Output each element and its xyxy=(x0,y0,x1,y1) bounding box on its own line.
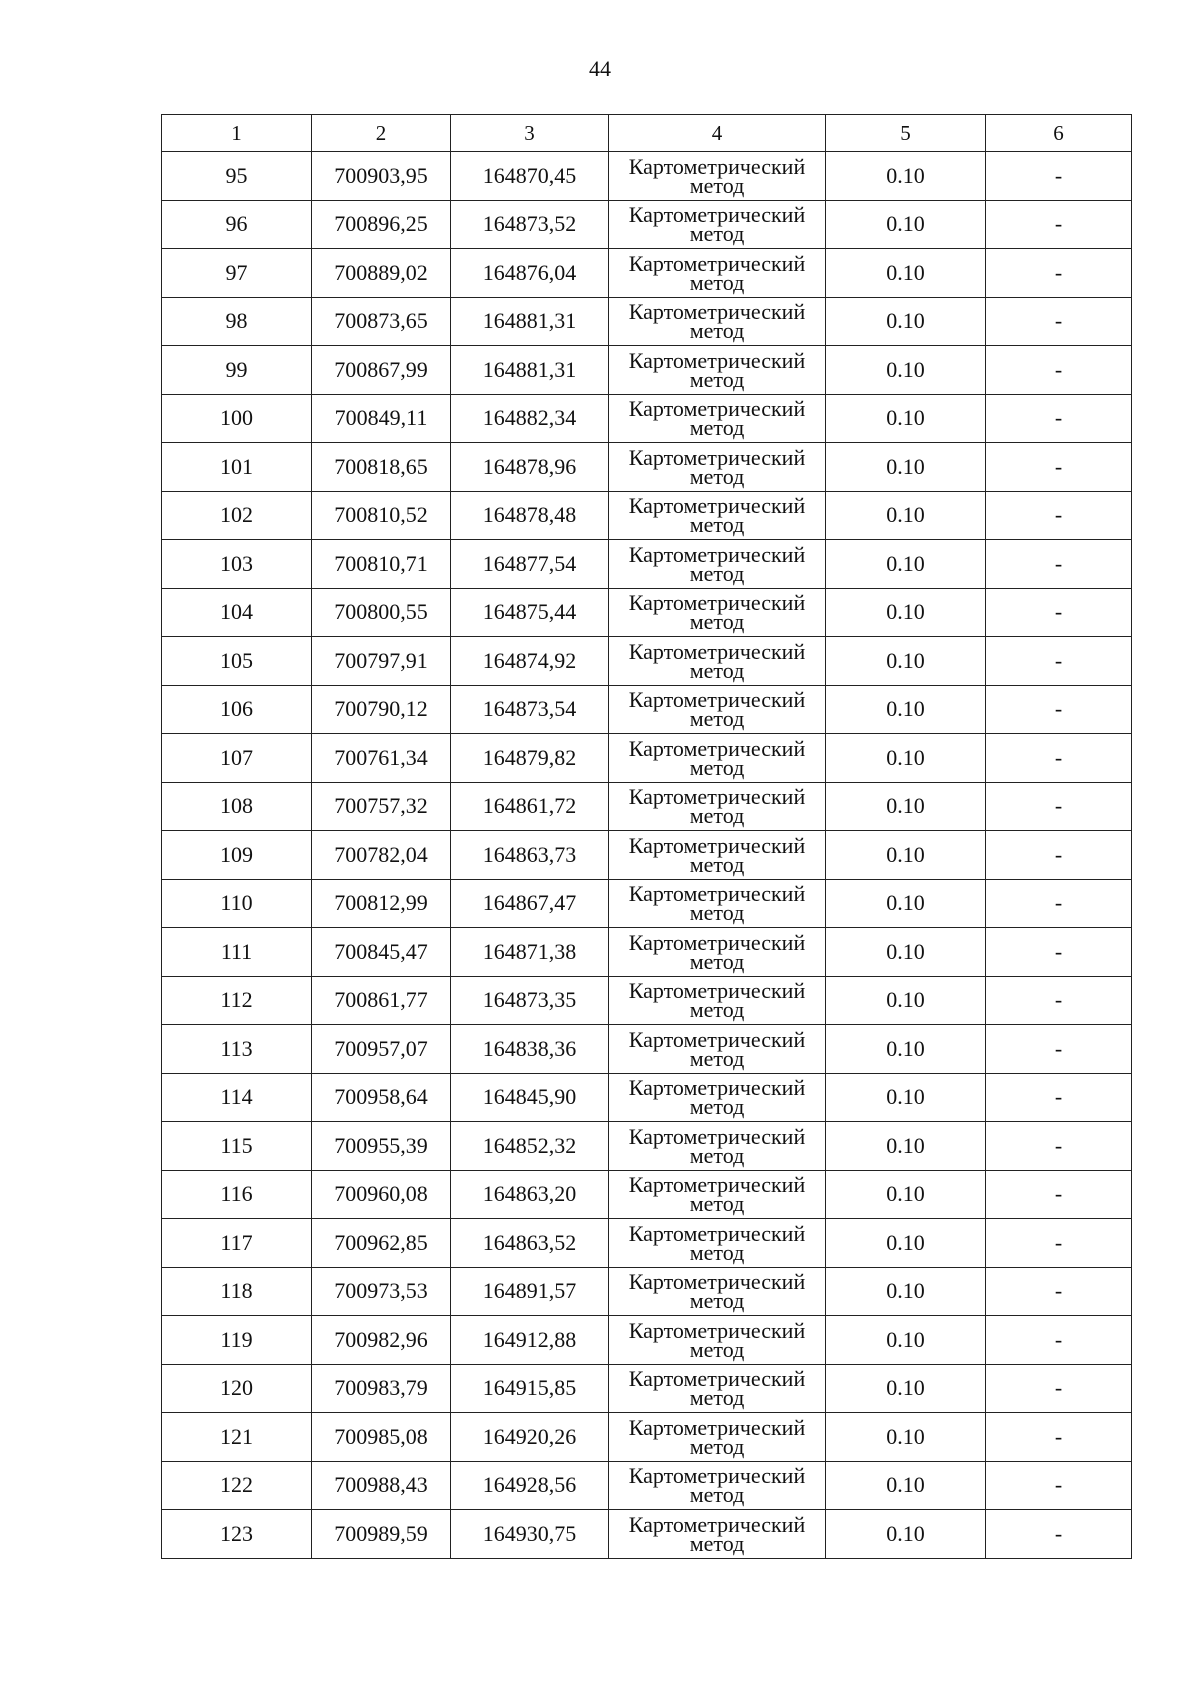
y-coordinate-cell: 164928,56 xyxy=(451,1461,609,1510)
point-number-cell: 98 xyxy=(162,297,312,346)
method-text-line: метод xyxy=(689,609,745,635)
method-cell xyxy=(609,1510,826,1559)
method-cell xyxy=(609,394,826,443)
method-cell xyxy=(609,1170,826,1219)
table-row xyxy=(162,928,1132,977)
header-cell: 2 xyxy=(312,115,451,152)
accuracy-cell: 0.10 xyxy=(826,1413,986,1462)
x-coordinate-cell: 700797,91 xyxy=(312,637,451,686)
table-row xyxy=(162,1122,1132,1171)
point-number-cell: 118 xyxy=(162,1267,312,1316)
method-text-line: метод xyxy=(689,1530,745,1556)
method-cell xyxy=(609,152,826,201)
method-text-line: Картометрический xyxy=(628,1075,806,1101)
x-coordinate-cell: 700983,79 xyxy=(312,1364,451,1413)
method-text-line: Картометрический xyxy=(628,153,806,179)
x-coordinate-cell: 700982,96 xyxy=(312,1316,451,1365)
method-cell xyxy=(609,637,826,686)
y-coordinate-cell: 164845,90 xyxy=(451,1073,609,1122)
x-coordinate-cell: 700989,59 xyxy=(312,1510,451,1559)
point-number-cell: 112 xyxy=(162,976,312,1025)
accuracy-cell: 0.10 xyxy=(826,249,986,298)
accuracy-cell: 0.10 xyxy=(826,200,986,249)
x-coordinate-cell: 700790,12 xyxy=(312,685,451,734)
note-cell: - xyxy=(986,1170,1132,1219)
y-coordinate-cell: 164915,85 xyxy=(451,1364,609,1413)
note-cell: - xyxy=(986,1219,1132,1268)
header-cell: 5 xyxy=(826,115,986,152)
point-number-cell: 107 xyxy=(162,734,312,783)
method-cell xyxy=(609,249,826,298)
method-text-line: метод xyxy=(689,269,745,295)
note-cell: - xyxy=(986,1122,1132,1171)
method-text-line: Картометрический xyxy=(628,1026,806,1052)
method-text-line: метод xyxy=(689,1385,745,1411)
y-coordinate-cell: 164867,47 xyxy=(451,879,609,928)
note-cell: - xyxy=(986,1413,1132,1462)
note-cell: - xyxy=(986,491,1132,540)
accuracy-cell: 0.10 xyxy=(826,443,986,492)
method-text-line: метод xyxy=(689,1482,745,1508)
y-coordinate-cell: 164863,73 xyxy=(451,831,609,880)
method-text-line: метод xyxy=(689,1433,745,1459)
method-cell xyxy=(609,685,826,734)
x-coordinate-cell: 700757,32 xyxy=(312,782,451,831)
table-row xyxy=(162,685,1132,734)
y-coordinate-cell: 164881,31 xyxy=(451,346,609,395)
method-text-line: Картометрический xyxy=(628,590,806,616)
accuracy-cell: 0.10 xyxy=(826,588,986,637)
note-cell: - xyxy=(986,685,1132,734)
method-text-line: Картометрический xyxy=(628,541,806,567)
y-coordinate-cell: 164870,45 xyxy=(451,152,609,201)
y-coordinate-cell: 164876,04 xyxy=(451,249,609,298)
y-coordinate-cell: 164879,82 xyxy=(451,734,609,783)
accuracy-cell: 0.10 xyxy=(826,1316,986,1365)
note-cell: - xyxy=(986,346,1132,395)
method-text-line: Картометрический xyxy=(628,929,806,955)
table-row xyxy=(162,540,1132,589)
method-text-line: Картометрический xyxy=(628,881,806,907)
y-coordinate-cell: 164873,54 xyxy=(451,685,609,734)
note-cell: - xyxy=(986,1267,1132,1316)
x-coordinate-cell: 700761,34 xyxy=(312,734,451,783)
header-cell: 3 xyxy=(451,115,609,152)
accuracy-cell: 0.10 xyxy=(826,976,986,1025)
method-cell xyxy=(609,1122,826,1171)
y-coordinate-cell: 164920,26 xyxy=(451,1413,609,1462)
accuracy-cell: 0.10 xyxy=(826,152,986,201)
x-coordinate-cell: 700782,04 xyxy=(312,831,451,880)
table-row xyxy=(162,1073,1132,1122)
note-cell: - xyxy=(986,540,1132,589)
method-cell xyxy=(609,782,826,831)
accuracy-cell: 0.10 xyxy=(826,346,986,395)
note-cell: - xyxy=(986,782,1132,831)
method-cell xyxy=(609,443,826,492)
method-cell xyxy=(609,976,826,1025)
note-cell: - xyxy=(986,200,1132,249)
table-row xyxy=(162,1219,1132,1268)
point-number-cell: 105 xyxy=(162,637,312,686)
accuracy-cell: 0.10 xyxy=(826,1073,986,1122)
point-number-cell: 96 xyxy=(162,200,312,249)
point-number-cell: 122 xyxy=(162,1461,312,1510)
accuracy-cell: 0.10 xyxy=(826,1364,986,1413)
y-coordinate-cell: 164877,54 xyxy=(451,540,609,589)
method-text-line: Картометрический xyxy=(628,1511,806,1537)
point-number-cell: 100 xyxy=(162,394,312,443)
method-text-line: Картометрический xyxy=(628,493,806,519)
method-text-line: Картометрический xyxy=(628,347,806,373)
table-header-row xyxy=(162,115,1132,152)
method-text-line: метод xyxy=(689,706,745,732)
method-text-line: метод xyxy=(689,657,745,683)
accuracy-cell: 0.10 xyxy=(826,928,986,977)
y-coordinate-cell: 164873,52 xyxy=(451,200,609,249)
point-number-cell: 109 xyxy=(162,831,312,880)
header-cell: 6 xyxy=(986,115,1132,152)
x-coordinate-cell: 700849,11 xyxy=(312,394,451,443)
y-coordinate-cell: 164852,32 xyxy=(451,1122,609,1171)
accuracy-cell: 0.10 xyxy=(826,540,986,589)
point-number-cell: 108 xyxy=(162,782,312,831)
method-text-line: Картометрический xyxy=(628,978,806,1004)
method-text-line: метод xyxy=(689,318,745,344)
method-text-line: метод xyxy=(689,1336,745,1362)
method-cell xyxy=(609,200,826,249)
x-coordinate-cell: 700800,55 xyxy=(312,588,451,637)
note-cell: - xyxy=(986,152,1132,201)
method-text-line: Картометрический xyxy=(628,1123,806,1149)
y-coordinate-cell: 164874,92 xyxy=(451,637,609,686)
table-body xyxy=(162,152,1132,1559)
method-text-line: Картометрический xyxy=(628,687,806,713)
y-coordinate-cell: 164875,44 xyxy=(451,588,609,637)
table-row xyxy=(162,782,1132,831)
y-coordinate-cell: 164881,31 xyxy=(451,297,609,346)
method-cell xyxy=(609,1461,826,1510)
point-number-cell: 99 xyxy=(162,346,312,395)
x-coordinate-cell: 700962,85 xyxy=(312,1219,451,1268)
y-coordinate-cell: 164863,20 xyxy=(451,1170,609,1219)
table-row xyxy=(162,152,1132,201)
note-cell: - xyxy=(986,588,1132,637)
point-number-cell: 97 xyxy=(162,249,312,298)
x-coordinate-cell: 700957,07 xyxy=(312,1025,451,1074)
note-cell: - xyxy=(986,1316,1132,1365)
method-text-line: метод xyxy=(689,221,745,247)
accuracy-cell: 0.10 xyxy=(826,1219,986,1268)
y-coordinate-cell: 164871,38 xyxy=(451,928,609,977)
method-text-line: метод xyxy=(689,1142,745,1168)
method-text-line: метод xyxy=(689,366,745,392)
point-number-cell: 121 xyxy=(162,1413,312,1462)
note-cell: - xyxy=(986,1461,1132,1510)
accuracy-cell: 0.10 xyxy=(826,1122,986,1171)
note-cell: - xyxy=(986,976,1132,1025)
note-cell: - xyxy=(986,1510,1132,1559)
method-text-line: Картометрический xyxy=(628,444,806,470)
accuracy-cell: 0.10 xyxy=(826,831,986,880)
table-row xyxy=(162,1413,1132,1462)
y-coordinate-cell: 164873,35 xyxy=(451,976,609,1025)
accuracy-cell: 0.10 xyxy=(826,1170,986,1219)
x-coordinate-cell: 700861,77 xyxy=(312,976,451,1025)
x-coordinate-cell: 700873,65 xyxy=(312,297,451,346)
note-cell: - xyxy=(986,443,1132,492)
x-coordinate-cell: 700810,52 xyxy=(312,491,451,540)
x-coordinate-cell: 700896,25 xyxy=(312,200,451,249)
point-number-cell: 117 xyxy=(162,1219,312,1268)
table-row xyxy=(162,588,1132,637)
note-cell: - xyxy=(986,249,1132,298)
point-number-cell: 113 xyxy=(162,1025,312,1074)
point-number-cell: 101 xyxy=(162,443,312,492)
method-text-line: метод xyxy=(689,172,745,198)
note-cell: - xyxy=(986,1025,1132,1074)
point-number-cell: 104 xyxy=(162,588,312,637)
page-number: 44 xyxy=(589,56,611,81)
method-text-line: метод xyxy=(689,900,745,926)
method-text-line: Картометрический xyxy=(628,832,806,858)
method-cell xyxy=(609,1364,826,1413)
x-coordinate-cell: 700845,47 xyxy=(312,928,451,977)
table-row xyxy=(162,1267,1132,1316)
y-coordinate-cell: 164930,75 xyxy=(451,1510,609,1559)
method-cell xyxy=(609,831,826,880)
method-text-line: метод xyxy=(689,1094,745,1120)
note-cell: - xyxy=(986,1364,1132,1413)
method-text-line: метод xyxy=(689,754,745,780)
table-row xyxy=(162,297,1132,346)
point-number-cell: 120 xyxy=(162,1364,312,1413)
table-row xyxy=(162,200,1132,249)
method-text-line: Картометрический xyxy=(628,202,806,228)
x-coordinate-cell: 700973,53 xyxy=(312,1267,451,1316)
method-text-line: метод xyxy=(689,1191,745,1217)
table-row xyxy=(162,831,1132,880)
method-cell xyxy=(609,734,826,783)
x-coordinate-cell: 700960,08 xyxy=(312,1170,451,1219)
table-row xyxy=(162,491,1132,540)
method-text-line: метод xyxy=(689,1288,745,1314)
table-row xyxy=(162,1510,1132,1559)
table-row xyxy=(162,394,1132,443)
table-row xyxy=(162,1461,1132,1510)
method-cell xyxy=(609,1267,826,1316)
point-number-cell: 95 xyxy=(162,152,312,201)
point-number-cell: 111 xyxy=(162,928,312,977)
method-text-line: метод xyxy=(689,851,745,877)
y-coordinate-cell: 164838,36 xyxy=(451,1025,609,1074)
x-coordinate-cell: 700903,95 xyxy=(312,152,451,201)
method-text-line: Картометрический xyxy=(628,1366,806,1392)
accuracy-cell: 0.10 xyxy=(826,491,986,540)
note-cell: - xyxy=(986,637,1132,686)
accuracy-cell: 0.10 xyxy=(826,782,986,831)
method-text-line: метод xyxy=(689,463,745,489)
method-text-line: Картометрический xyxy=(628,396,806,422)
table-row xyxy=(162,443,1132,492)
method-text-line: Картометрический xyxy=(628,784,806,810)
accuracy-cell: 0.10 xyxy=(826,297,986,346)
point-number-cell: 119 xyxy=(162,1316,312,1365)
x-coordinate-cell: 700812,99 xyxy=(312,879,451,928)
point-number-cell: 115 xyxy=(162,1122,312,1171)
accuracy-cell: 0.10 xyxy=(826,1025,986,1074)
table-row xyxy=(162,346,1132,395)
method-cell xyxy=(609,491,826,540)
method-cell xyxy=(609,540,826,589)
point-number-cell: 123 xyxy=(162,1510,312,1559)
note-cell: - xyxy=(986,1073,1132,1122)
method-text-line: Картометрический xyxy=(628,1220,806,1246)
accuracy-cell: 0.10 xyxy=(826,879,986,928)
note-cell: - xyxy=(986,928,1132,977)
method-text-line: метод xyxy=(689,1045,745,1071)
note-cell: - xyxy=(986,394,1132,443)
method-cell xyxy=(609,928,826,977)
x-coordinate-cell: 700867,99 xyxy=(312,346,451,395)
method-text-line: Картометрический xyxy=(628,1463,806,1489)
method-text-line: метод xyxy=(689,803,745,829)
table-row xyxy=(162,1025,1132,1074)
accuracy-cell: 0.10 xyxy=(826,685,986,734)
method-text-line: Картометрический xyxy=(628,735,806,761)
method-cell xyxy=(609,297,826,346)
y-coordinate-cell: 164863,52 xyxy=(451,1219,609,1268)
y-coordinate-cell: 164882,34 xyxy=(451,394,609,443)
y-coordinate-cell: 164878,48 xyxy=(451,491,609,540)
method-text-line: Картометрический xyxy=(628,1269,806,1295)
x-coordinate-cell: 700818,65 xyxy=(312,443,451,492)
method-cell xyxy=(609,346,826,395)
note-cell: - xyxy=(986,297,1132,346)
table-row xyxy=(162,1316,1132,1365)
table-row xyxy=(162,879,1132,928)
point-number-cell: 106 xyxy=(162,685,312,734)
method-text-line: метод xyxy=(689,415,745,441)
x-coordinate-cell: 700985,08 xyxy=(312,1413,451,1462)
method-cell xyxy=(609,1073,826,1122)
y-coordinate-cell: 164891,57 xyxy=(451,1267,609,1316)
accuracy-cell: 0.10 xyxy=(826,394,986,443)
table-row xyxy=(162,249,1132,298)
method-text-line: метод xyxy=(689,997,745,1023)
method-text-line: Картометрический xyxy=(628,250,806,276)
x-coordinate-cell: 700988,43 xyxy=(312,1461,451,1510)
method-cell xyxy=(609,1316,826,1365)
method-text-line: метод xyxy=(689,512,745,538)
point-number-cell: 110 xyxy=(162,879,312,928)
accuracy-cell: 0.10 xyxy=(826,734,986,783)
note-cell: - xyxy=(986,831,1132,880)
method-text-line: метод xyxy=(689,948,745,974)
method-text-line: Картометрический xyxy=(628,1414,806,1440)
coordinates-table xyxy=(161,114,1132,1559)
method-cell xyxy=(609,1413,826,1462)
accuracy-cell: 0.10 xyxy=(826,637,986,686)
x-coordinate-cell: 700955,39 xyxy=(312,1122,451,1171)
accuracy-cell: 0.10 xyxy=(826,1267,986,1316)
table-row xyxy=(162,734,1132,783)
method-cell xyxy=(609,588,826,637)
note-cell: - xyxy=(986,879,1132,928)
table-row xyxy=(162,1170,1132,1219)
method-text-line: метод xyxy=(689,560,745,586)
accuracy-cell: 0.10 xyxy=(826,1510,986,1559)
method-text-line: Картометрический xyxy=(628,299,806,325)
x-coordinate-cell: 700889,02 xyxy=(312,249,451,298)
point-number-cell: 116 xyxy=(162,1170,312,1219)
point-number-cell: 102 xyxy=(162,491,312,540)
method-cell xyxy=(609,1219,826,1268)
y-coordinate-cell: 164878,96 xyxy=(451,443,609,492)
method-cell xyxy=(609,1025,826,1074)
accuracy-cell: 0.10 xyxy=(826,1461,986,1510)
y-coordinate-cell: 164861,72 xyxy=(451,782,609,831)
table-row xyxy=(162,637,1132,686)
method-text-line: Картометрический xyxy=(628,1172,806,1198)
point-number-cell: 114 xyxy=(162,1073,312,1122)
method-cell xyxy=(609,879,826,928)
method-text-line: метод xyxy=(689,1239,745,1265)
table-row xyxy=(162,976,1132,1025)
header-cell: 4 xyxy=(609,115,826,152)
method-text-line: Картометрический xyxy=(628,1317,806,1343)
point-number-cell: 103 xyxy=(162,540,312,589)
header-cell: 1 xyxy=(162,115,312,152)
x-coordinate-cell: 700810,71 xyxy=(312,540,451,589)
note-cell: - xyxy=(986,734,1132,783)
y-coordinate-cell: 164912,88 xyxy=(451,1316,609,1365)
method-text-line: Картометрический xyxy=(628,638,806,664)
table-row xyxy=(162,1364,1132,1413)
x-coordinate-cell: 700958,64 xyxy=(312,1073,451,1122)
